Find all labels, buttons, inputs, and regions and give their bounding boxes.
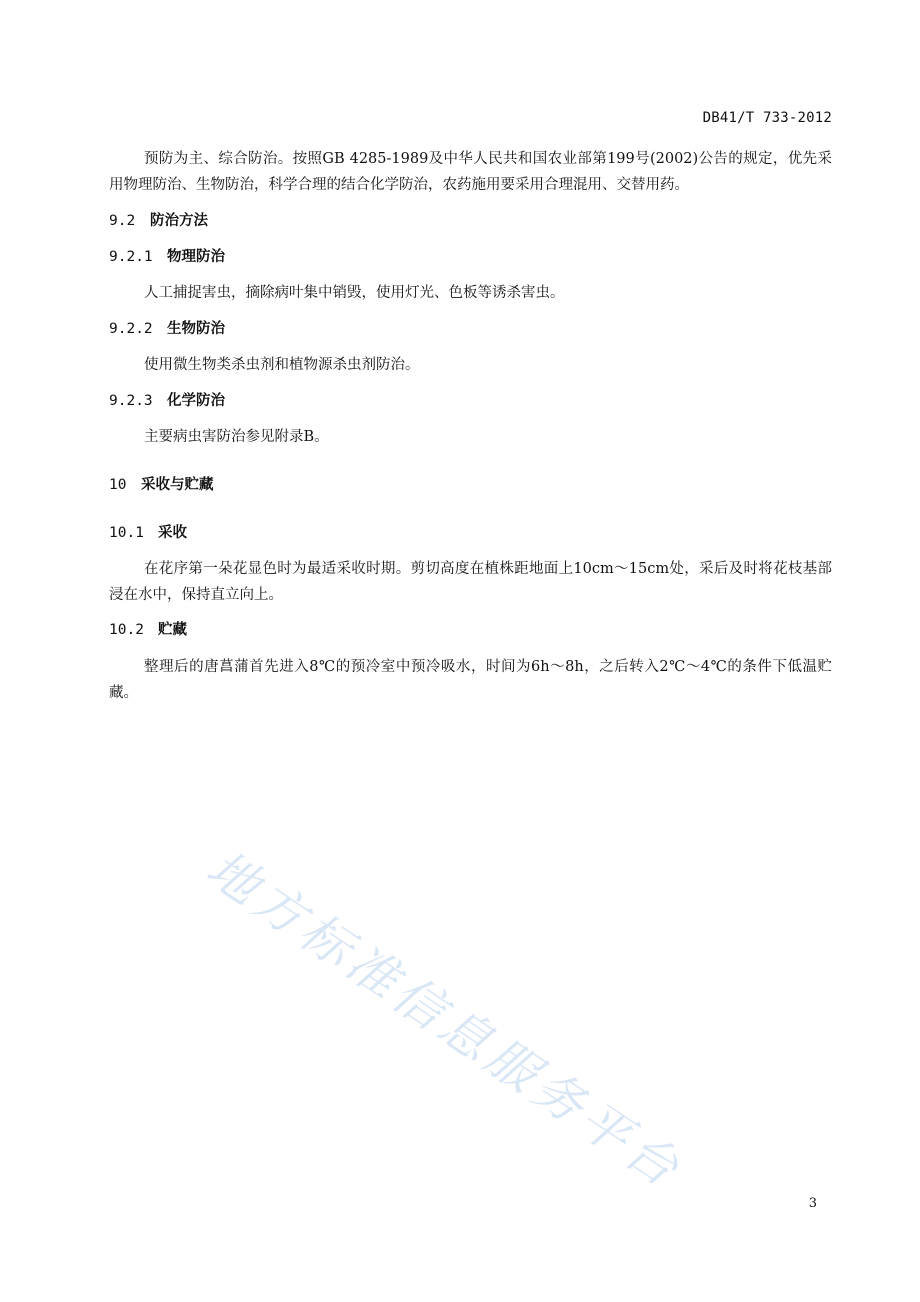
section-number: 9.2.1: [109, 249, 153, 265]
section-9-2-2-text: 使用微生物类杀虫剂和植物源杀虫剂防治。: [144, 357, 420, 373]
section-title: 防治方法: [150, 213, 208, 229]
document-code: DB41/T 733-2012: [702, 110, 832, 126]
section-title: 采收与贮藏: [141, 477, 214, 493]
intro-paragraph: 预防为主、综合防治。按照GB 4285-1989及中华人民共和国农业部第199号(2002)公告的规定，优先采用物理防治、生物防治，科学合理的结合化学防治，农药施用要采用合理混用、交替用药。: [109, 151, 832, 193]
section-number: 9.2: [109, 213, 136, 229]
section-number: 10: [109, 477, 127, 493]
section-10-heading: [109, 475, 214, 495]
section-10-1-heading: [109, 523, 187, 543]
section-number: 9.2.2: [109, 321, 153, 337]
page-number: 3: [808, 1196, 817, 1211]
section-10-2-text: 整理后的唐菖蒲首先进入8℃的预冷室中预冷吸水，时间为6h～8h，之后转入2℃～4℃的条件下低温贮藏。: [109, 659, 832, 701]
section-9-2-1-text: 人工捕捉害虫，摘除病叶集中销毁，使用灯光、色板等诱杀害虫。: [144, 285, 565, 301]
section-title: 生物防治: [167, 321, 225, 337]
section-title: 贮藏: [158, 622, 187, 638]
section-title: 物理防治: [167, 249, 225, 265]
section-number: 10.1: [109, 525, 144, 541]
section-title: 化学防治: [167, 393, 225, 409]
section-9-2-heading: [109, 211, 208, 231]
section-9-2-3-text: 主要病虫害防治参见附录B。: [144, 429, 329, 445]
section-title: 采收: [158, 525, 187, 541]
section-10-1-text: 在花序第一朵花显色时为最适采收时期。剪切高度在植株距地面上10cm～15cm处，采后及时将花枝基部浸在水中，保持直立向上。: [109, 561, 832, 603]
section-9-2-3-heading: [109, 391, 225, 411]
section-10-2-heading: [109, 620, 187, 640]
section-9-2-1-heading: [109, 247, 225, 267]
watermark-text: 地方标准信息服务平台: [196, 839, 694, 1201]
section-number: 10.2: [109, 622, 144, 638]
section-9-2-2-heading: [109, 319, 225, 339]
section-number: 9.2.3: [109, 393, 153, 409]
